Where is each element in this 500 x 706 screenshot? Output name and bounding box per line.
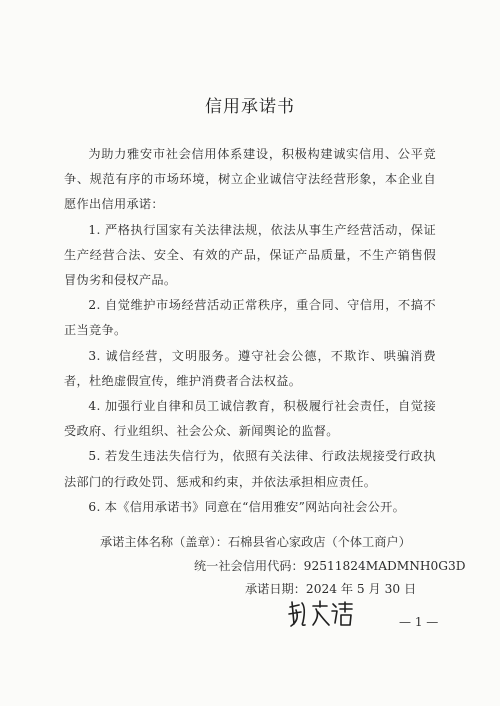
commitment-item-5: 5. 若发生违法失信行为，依照有关法律、行政法规接受行政执法部门的行政处罚、惩戒和约束，并依法承担相应责任。 [64, 449, 436, 489]
intro-paragraph: 为助力雅安市社会信用体系建设，积极构建诚实信用、公平竞争、规范有序的市场环境，树立企业诚信守法经营形象，本企业自愿作出信用承诺： [64, 147, 436, 212]
document-body [64, 142, 436, 520]
document-title: 信用承诺书 [205, 97, 295, 117]
credit-code: 统一社会信用代码：92511824MADMNH0G3D [194, 559, 466, 573]
commitment-date: 承诺日期：2024 年 5 月 30 日 [245, 582, 417, 596]
signatory-subject: 承诺主体名称（盖章）：石棉县省心家政店（个体工商户） [100, 535, 411, 549]
commitment-item-3: 3. 诚信经营，文明服务。遵守社会公德，不欺诈、哄骗消费者，杜绝虚假宣传，维护消费者合法权益。 [64, 348, 436, 388]
commitment-item-6: 6. 本《信用承诺书》同意在“信用雅安”网站向社会公开。 [88, 499, 406, 514]
commitment-item-4: 4. 加强行业自律和员工诚信教育，积极履行社会责任，自觉接受政府、行业组织、社会公众、新闻舆论的监督。 [64, 399, 436, 439]
page-number: — 1 — [399, 615, 439, 629]
commitment-item-1: 1. 严格执行国家有关法律法规，依法从事生产经营活动，保证生产经营合法、安全、有效的产品，保证产品质量，不生产销售假冒伪劣和侵权产品。 [64, 222, 436, 288]
commitment-item-2: 2. 自觉维护市场经营活动正常秩序，重合同、守信用，不搞不正当竞争。 [64, 298, 436, 338]
handwritten-signature [286, 598, 356, 630]
